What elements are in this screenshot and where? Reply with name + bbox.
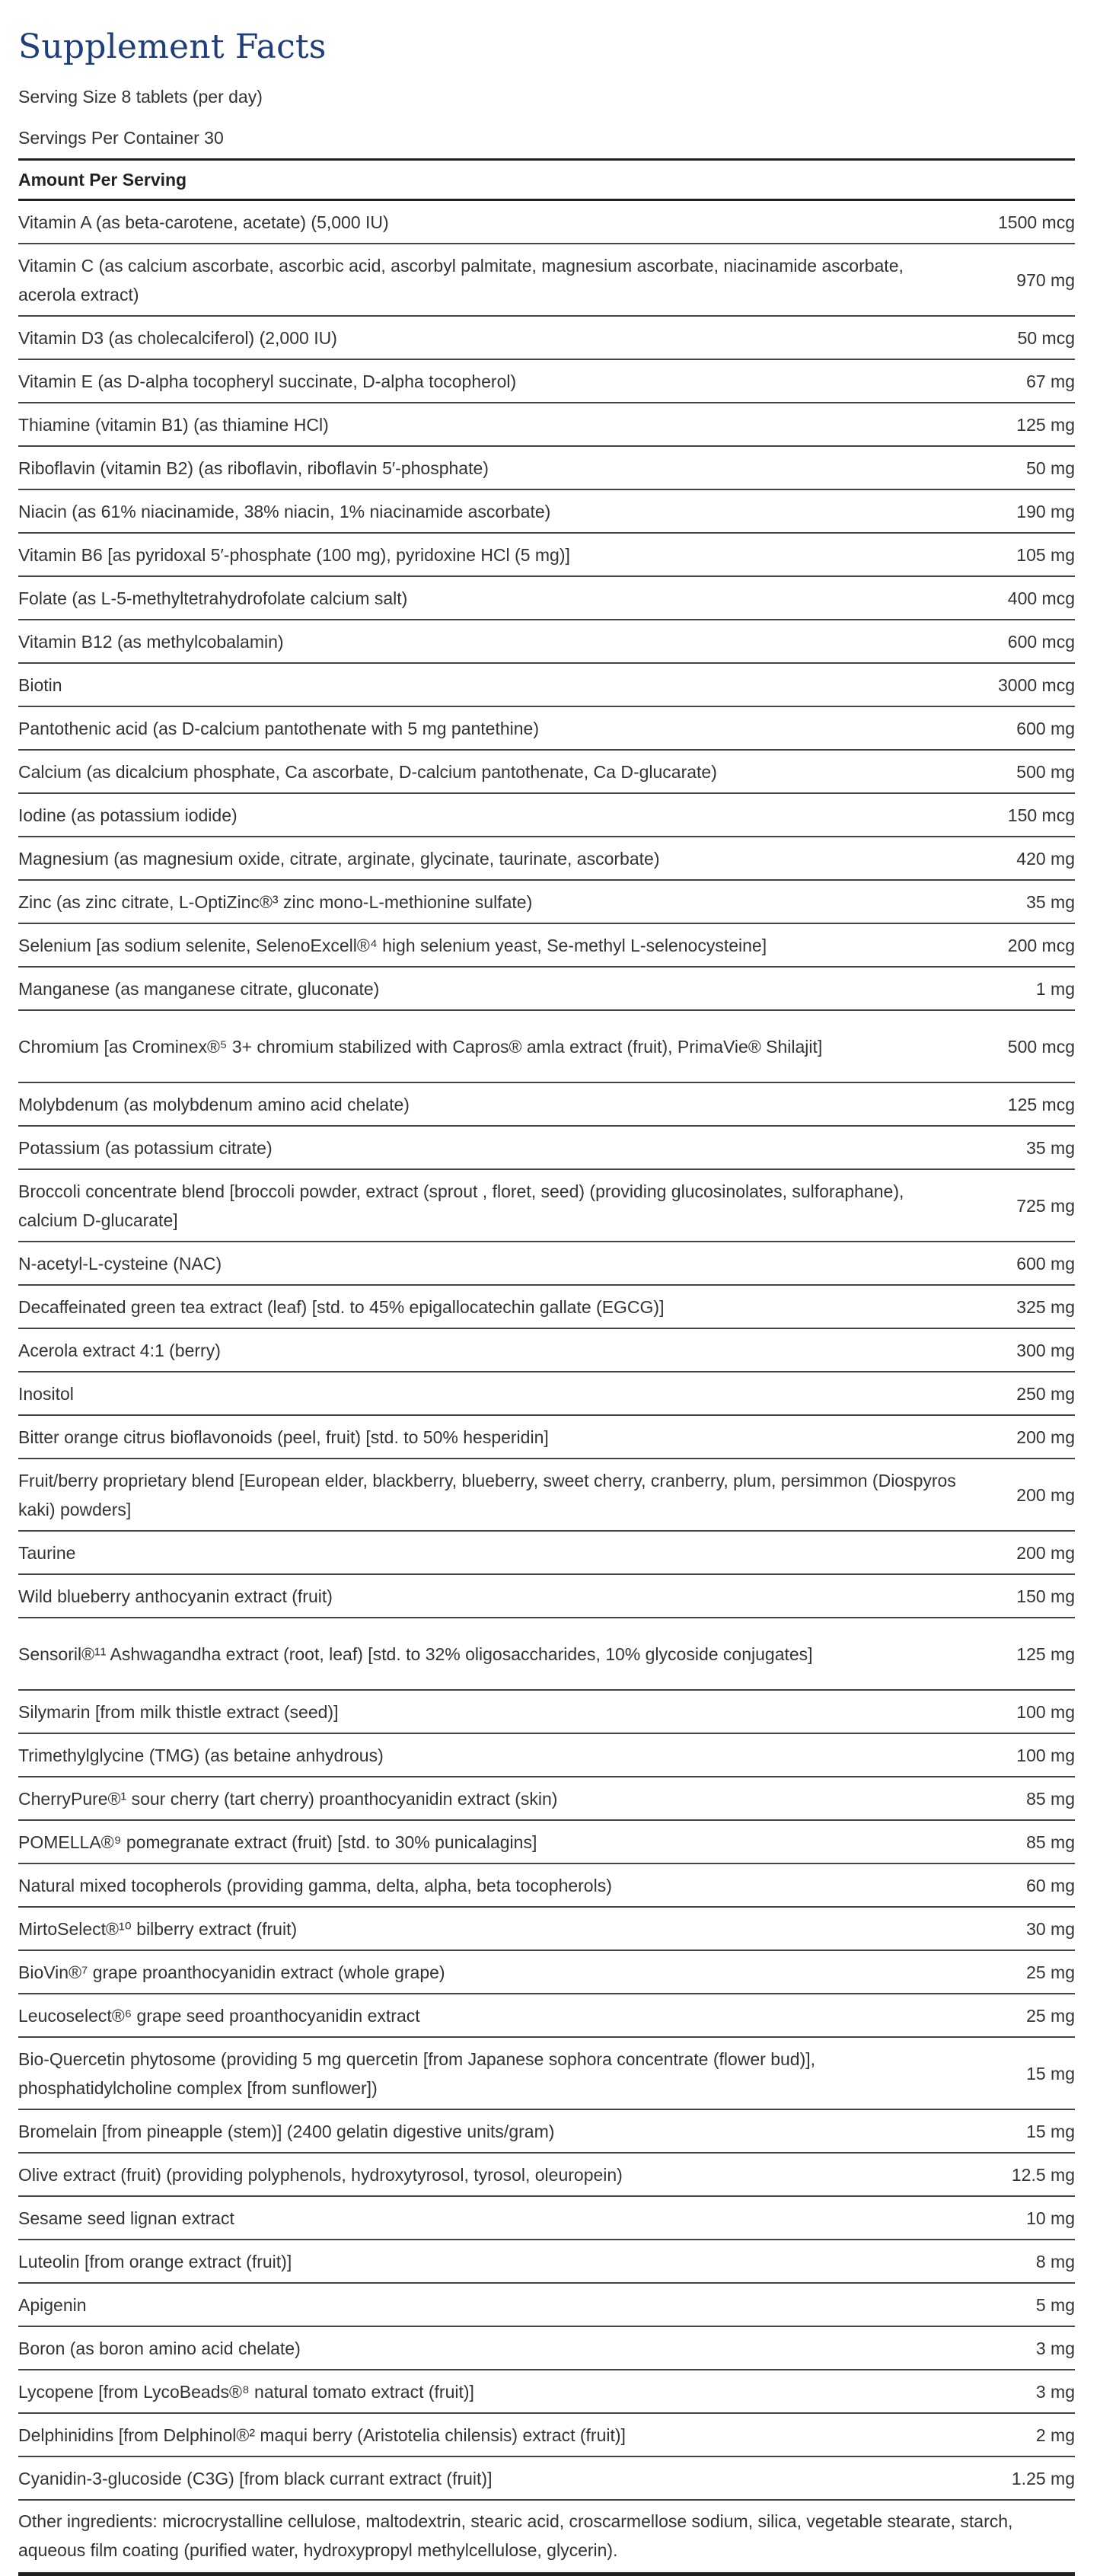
nutrient-row	[18, 1734, 1075, 1776]
nutrient-amount: 50 mg	[1026, 457, 1075, 478]
nutrient-amount: 60 mg	[1026, 1875, 1075, 1895]
nutrient-amount: 970 mg	[1016, 269, 1075, 290]
nutrient-name: Apigenin	[18, 2294, 87, 2315]
nutrient-amount: 10 mg	[1026, 2208, 1075, 2228]
nutrient-name: Cyanidin-3-glucoside (C3G) [from black currant extract (fruit)]	[18, 2468, 493, 2488]
nutrient-amount: 125 mg	[1016, 414, 1075, 435]
nutrient-name: Manganese (as manganese citrate, gluconate)	[18, 978, 380, 999]
other-ingredients: Other ingredients: microcrystalline cellulose, maltodextrin, stearic acid, croscarmellose sodium, silica, vegetable stearate, starch, aqueous film coating (purified water, hydroxypropyl methylcellulose, glycerin).	[18, 2511, 1013, 2560]
nutrient-amount: 50 mcg	[1017, 327, 1075, 348]
nutrient-row	[18, 1532, 1075, 1573]
amount-per-serving-header: Amount Per Serving	[18, 170, 187, 190]
nutrient-amount: 200 mcg	[1007, 935, 1075, 955]
nutrient-name: Boron (as boron amino acid chelate)	[18, 2338, 301, 2358]
nutrient-name: Vitamin C (as calcium ascorbate, ascorbic acid, ascorbyl palmitate, magnesium ascorbate, niacinamide ascorbate, acerola extract)	[18, 255, 904, 304]
nutrient-name: Delphinidins [from Delphinol®² maqui berry (Aristotelia chilensis) extract (fruit)]	[18, 2425, 626, 2445]
nutrient-name: Biotin	[18, 674, 62, 695]
nutrient-row	[18, 1459, 1075, 1530]
nutrient-row	[18, 447, 1075, 489]
nutrient-name: Vitamin B6 [as pyridoxal 5′-phosphate (100 mg), pyridoxine HCl (5 mg)]	[18, 544, 570, 565]
nutrient-name: Potassium (as potassium citrate)	[18, 1137, 273, 1158]
nutrient-row	[18, 2284, 1075, 2326]
nutrient-row	[18, 707, 1075, 749]
nutrient-amount: 1500 mcg	[997, 212, 1075, 232]
nutrient-row	[18, 2414, 1075, 2456]
nutrient-amount: 35 mg	[1026, 891, 1075, 912]
nutrient-amount: 15 mg	[1026, 2121, 1075, 2141]
nutrient-amount: 105 mg	[1016, 544, 1075, 565]
nutrient-row	[18, 924, 1075, 966]
nutrient-name: Fruit/berry proprietary blend [European elder, blackberry, blueberry, sweet cherry, cranberry, plum, persimmon (Diospyros kaki) powders]	[18, 1470, 956, 1519]
nutrient-row	[18, 1575, 1075, 1617]
nutrient-row	[18, 2370, 1075, 2412]
nutrient-name: Chromium [as Crominex®⁵ 3+ chromium stabilized with Capros® amla extract (fruit), PrimaVie® Shilajit]	[18, 1036, 823, 1057]
nutrient-amount: 500 mcg	[1007, 1036, 1075, 1057]
nutrient-name: Zinc (as zinc citrate, L-OptiZinc®³ zinc mono-L-methionine sulfate)	[18, 891, 533, 912]
nutrient-amount: 1.25 mg	[1011, 2468, 1075, 2488]
nutrient-name: Lycopene [from LycoBeads®⁸ natural tomato extract (fruit)]	[18, 2381, 474, 2402]
nutrient-name: Olive extract (fruit) (providing polyphenols, hydroxytyrosol, tyrosol, oleuropein)	[18, 2164, 623, 2185]
nutrient-row	[18, 2197, 1075, 2239]
nutrient-name: Luteolin [from orange extract (fruit)]	[18, 2251, 292, 2272]
nutrient-amount: 100 mg	[1016, 1701, 1075, 1722]
nutrient-row	[18, 244, 1075, 315]
nutrient-row	[18, 1821, 1075, 1863]
nutrient-row	[18, 1416, 1075, 1458]
nutrient-name: Folate (as L-5-methyltetrahydrofolate calcium salt)	[18, 588, 408, 608]
nutrient-name: Decaffeinated green tea extract (leaf) [std. to 45% epigallocatechin gallate (EGCG)]	[18, 1296, 665, 1317]
nutrient-amount: 15 mg	[1026, 2063, 1075, 2083]
nutrient-row	[18, 1127, 1075, 1168]
nutrient-amount: 325 mg	[1016, 1296, 1075, 1317]
nutrient-row	[18, 664, 1075, 706]
nutrient-amount: 725 mg	[1016, 1195, 1075, 1216]
nutrient-amount: 5 mg	[1035, 2294, 1075, 2315]
nutrient-name: BioVin®⁷ grape proanthocyanidin extract (whole grape)	[18, 1962, 445, 1982]
nutrient-row	[18, 1372, 1075, 1414]
nutrient-amount: 600 mg	[1016, 1253, 1075, 1274]
nutrient-name: Vitamin B12 (as methylcobalamin)	[18, 631, 284, 652]
nutrient-list	[18, 201, 1075, 2501]
nutrient-amount: 8 mg	[1035, 2251, 1075, 2272]
nutrient-amount: 500 mg	[1016, 761, 1075, 782]
nutrient-name: Niacin (as 61% niacinamide, 38% niacin, 1% niacinamide ascorbate)	[18, 501, 551, 521]
nutrient-row	[18, 1170, 1075, 1241]
page-title: Supplement Facts	[18, 27, 327, 66]
nutrient-name: Leucoselect®⁶ grape seed proanthocyanidin extract	[18, 2005, 420, 2026]
nutrient-row	[18, 360, 1075, 402]
nutrient-row	[18, 1994, 1075, 2036]
nutrient-amount: 30 mg	[1026, 1918, 1075, 1939]
nutrient-name: Molybdenum (as molybdenum amino acid chelate)	[18, 1094, 410, 1114]
nutrient-amount: 400 mcg	[1007, 588, 1075, 608]
nutrient-name: Vitamin D3 (as cholecalciferol) (2,000 IU)	[18, 327, 337, 348]
nutrient-row	[18, 881, 1075, 923]
nutrient-amount: 85 mg	[1026, 1832, 1075, 1852]
nutrient-row	[18, 201, 1075, 243]
nutrient-amount: 200 mg	[1016, 1427, 1075, 1447]
nutrient-name: CherryPure®¹ sour cherry (tart cherry) proanthocyanidin extract (skin)	[18, 1788, 558, 1809]
nutrient-name: Vitamin A (as beta-carotene, acetate) (5,000 IU)	[18, 212, 389, 232]
nutrient-row	[18, 1618, 1075, 1689]
nutrient-amount: 67 mg	[1026, 371, 1075, 391]
nutrient-row	[18, 1286, 1075, 1328]
nutrient-row	[18, 968, 1075, 1009]
nutrient-name: Magnesium (as magnesium oxide, citrate, arginate, glycinate, taurinate, ascorbate)	[18, 848, 660, 869]
nutrient-amount: 3 mg	[1035, 2381, 1075, 2402]
nutrient-row	[18, 1691, 1075, 1733]
nutrient-name: Silymarin [from milk thistle extract (seed)]	[18, 1701, 339, 1722]
nutrient-row	[18, 751, 1075, 792]
nutrient-row	[18, 577, 1075, 619]
nutrient-amount: 200 mg	[1016, 1542, 1075, 1563]
nutrient-row	[18, 837, 1075, 879]
nutrient-amount: 300 mg	[1016, 1340, 1075, 1360]
nutrient-name: Calcium (as dicalcium phosphate, Ca ascorbate, D-calcium pantothenate, Ca D-glucarate)	[18, 761, 717, 782]
nutrient-row	[18, 403, 1075, 445]
nutrient-row	[18, 2038, 1075, 2109]
nutrient-row	[18, 2110, 1075, 2152]
nutrient-amount: 2 mg	[1035, 2425, 1075, 2445]
nutrient-amount: 150 mg	[1016, 1586, 1075, 1606]
servings-per-container: Servings Per Container 30	[18, 128, 224, 148]
nutrient-amount: 25 mg	[1026, 1962, 1075, 1982]
serving-size: Serving Size 8 tablets (per day)	[18, 87, 263, 107]
nutrient-row	[18, 2154, 1075, 2195]
nutrient-name: POMELLA®⁹ pomegranate extract (fruit) [std. to 30% punicalagins]	[18, 1832, 537, 1852]
nutrient-amount: 190 mg	[1016, 501, 1075, 521]
nutrient-name: N-acetyl-L-cysteine (NAC)	[18, 1253, 222, 1274]
nutrient-row	[18, 1951, 1075, 1993]
nutrient-row	[18, 1083, 1075, 1125]
nutrient-row	[18, 490, 1075, 532]
nutrient-amount: 35 mg	[1026, 1137, 1075, 1158]
nutrient-amount: 1 mg	[1035, 978, 1075, 999]
nutrient-name: Bromelain [from pineapple (stem)] (2400 gelatin digestive units/gram)	[18, 2121, 555, 2141]
nutrient-name: Acerola extract 4:1 (berry)	[18, 1340, 221, 1360]
nutrient-row	[18, 1864, 1075, 1906]
nutrient-name: Trimethylglycine (TMG) (as betaine anhydrous)	[18, 1745, 384, 1765]
nutrient-name: Bitter orange citrus bioflavonoids (peel, fruit) [std. to 50% hesperidin]	[18, 1427, 549, 1447]
nutrient-name: Iodine (as potassium iodide)	[18, 805, 238, 825]
nutrient-amount: 600 mcg	[1007, 631, 1075, 652]
nutrient-row	[18, 620, 1075, 662]
nutrient-amount: 25 mg	[1026, 2005, 1075, 2026]
nutrient-name: Bio-Quercetin phytosome (providing 5 mg quercetin [from Japanese sophora concentrate (flower bud)], phosphatidylcholine complex [from sunflower])	[18, 2048, 816, 2098]
nutrient-name: Pantothenic acid (as D-calcium pantothenate with 5 mg pantethine)	[18, 718, 540, 738]
bottom-divider	[18, 2572, 1075, 2576]
nutrient-row	[18, 1242, 1075, 1284]
nutrient-name: Vitamin E (as D-alpha tocopheryl succinate, D-alpha tocopherol)	[18, 371, 517, 391]
nutrient-amount: 420 mg	[1016, 848, 1075, 869]
nutrient-row	[18, 2327, 1075, 2369]
nutrient-amount: 125 mg	[1016, 1643, 1075, 1664]
nutrient-name: Taurine	[18, 1542, 76, 1563]
nutrient-amount: 125 mcg	[1007, 1094, 1075, 1114]
nutrient-row	[18, 2240, 1075, 2282]
nutrient-name: Thiamine (vitamin B1) (as thiamine HCl)	[18, 414, 329, 435]
nutrient-amount: 12.5 mg	[1011, 2164, 1075, 2185]
nutrient-name: Riboflavin (vitamin B2) (as riboflavin, riboflavin 5′-phosphate)	[18, 457, 489, 478]
nutrient-name: Inositol	[18, 1383, 74, 1404]
nutrient-amount: 3 mg	[1035, 2338, 1075, 2358]
nutrient-row	[18, 1908, 1075, 1950]
nutrient-name: Broccoli concentrate blend [broccoli powder, extract (sprout , floret, seed) (providing glucosinolates, sulforaphane), calcium D-glucarate]	[18, 1181, 904, 1230]
nutrient-row	[18, 1777, 1075, 1819]
nutrient-name: Wild blueberry anthocyanin extract (fruit)	[18, 1586, 333, 1606]
nutrient-amount: 200 mg	[1016, 1484, 1075, 1505]
nutrient-amount: 250 mg	[1016, 1383, 1075, 1404]
nutrient-row	[18, 534, 1075, 575]
nutrient-name: Sensoril®¹¹ Ashwagandha extract (root, leaf) [std. to 32% oligosaccharides, 10% glycoside conjugates]	[18, 1643, 813, 1664]
nutrient-row	[18, 794, 1075, 836]
nutrient-row	[18, 2457, 1075, 2499]
supplement-facts-panel	[18, 0, 1075, 2576]
nutrient-name: Selenium [as sodium selenite, SelenoExcell®⁴ high selenium yeast, Se-methyl L-selenocysteine]	[18, 935, 767, 955]
nutrient-name: Sesame seed lignan extract	[18, 2208, 234, 2228]
nutrient-amount: 100 mg	[1016, 1745, 1075, 1765]
nutrient-row	[18, 1011, 1075, 1082]
nutrient-amount: 3000 mcg	[997, 674, 1075, 695]
nutrient-row	[18, 317, 1075, 359]
nutrient-row	[18, 1329, 1075, 1371]
nutrient-name: Natural mixed tocopherols (providing gamma, delta, alpha, beta tocopherols)	[18, 1875, 612, 1895]
nutrient-name: MirtoSelect®¹⁰ bilberry extract (fruit)	[18, 1918, 298, 1939]
nutrient-amount: 150 mcg	[1007, 805, 1075, 825]
nutrient-amount: 600 mg	[1016, 718, 1075, 738]
nutrient-amount: 85 mg	[1026, 1788, 1075, 1809]
